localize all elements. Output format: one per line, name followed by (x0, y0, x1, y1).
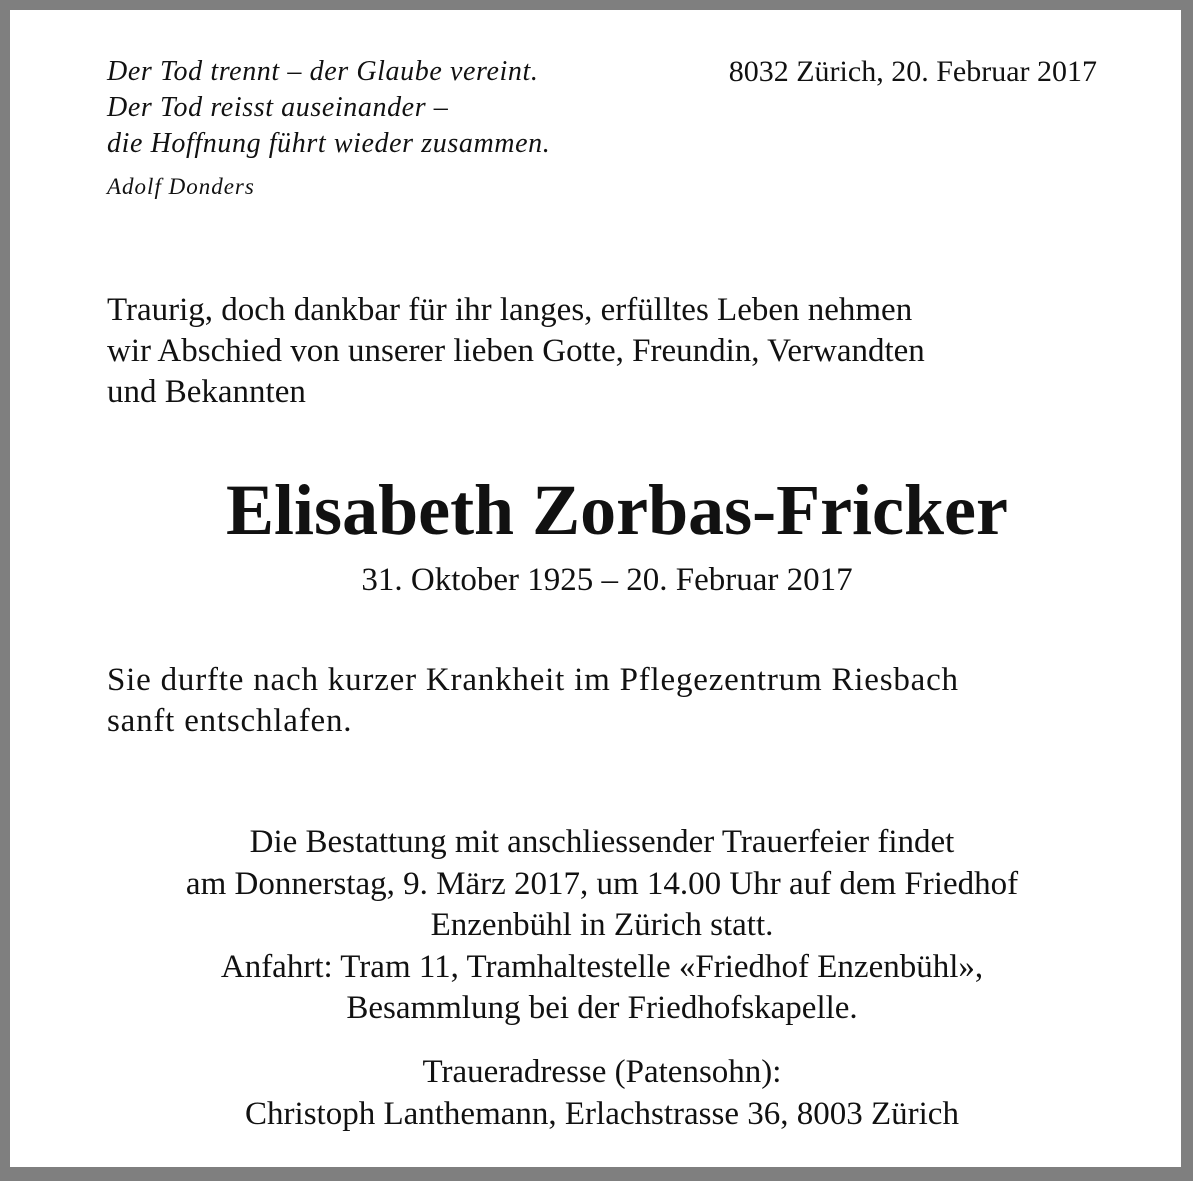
intro-paragraph (107, 290, 1097, 413)
motto-quote (107, 54, 550, 202)
passing-line: sanft entschlafen. (107, 703, 353, 739)
address-line: Christoph Lanthemann, Erlachstrasse 36, 8003 Zürich (245, 1095, 959, 1132)
passing-line: Sie durfte nach kurzer Krankheit im Pflegezentrum Riesbach (107, 662, 959, 698)
motto-line: die Hoffnung führt wieder zusammen. (107, 128, 551, 159)
mourning-address (107, 1052, 1097, 1135)
funeral-details (107, 822, 1097, 1030)
notice-header (107, 54, 1097, 214)
funeral-line: Die Bestattung mit anschliessender Trauerfeier findet (249, 824, 955, 860)
intro-line: und Bekannten (107, 374, 306, 410)
passing-paragraph (107, 660, 1097, 742)
intro-line: wir Abschied von unserer lieben Gotte, Freundin, Verwandten (107, 333, 925, 369)
funeral-line: am Donnerstag, 9. März 2017, um 14.00 Uhr auf dem Friedhof (185, 865, 1019, 902)
intro-line: Traurig, doch dankbar für ihr langes, erfülltes Leben nehmen (107, 292, 913, 328)
address-label: Traueradresse (Patensohn): (422, 1054, 782, 1090)
funeral-line: Enzenbühl in Zürich statt. (430, 907, 774, 943)
notice-content (107, 54, 1097, 1132)
life-dates: 31. Oktober 1925 – 20. Februar 2017 (361, 562, 853, 598)
funeral-line: Anfahrt: Tram 11, Tramhaltestelle «Friedhof Enzenbühl», (220, 948, 984, 985)
motto-line: Der Tod trennt – der Glaube vereint. (107, 56, 539, 87)
funeral-line: Besammlung bei der Friedhofskapelle. (346, 990, 858, 1026)
place-and-date: 8032 Zürich, 20. Februar 2017 (728, 55, 1097, 88)
deceased-name: Elisabeth Zorbas-Fricker (226, 470, 1008, 550)
motto-author: Adolf Donders (107, 174, 255, 199)
motto-line: Der Tod reisst auseinander – (107, 92, 449, 123)
